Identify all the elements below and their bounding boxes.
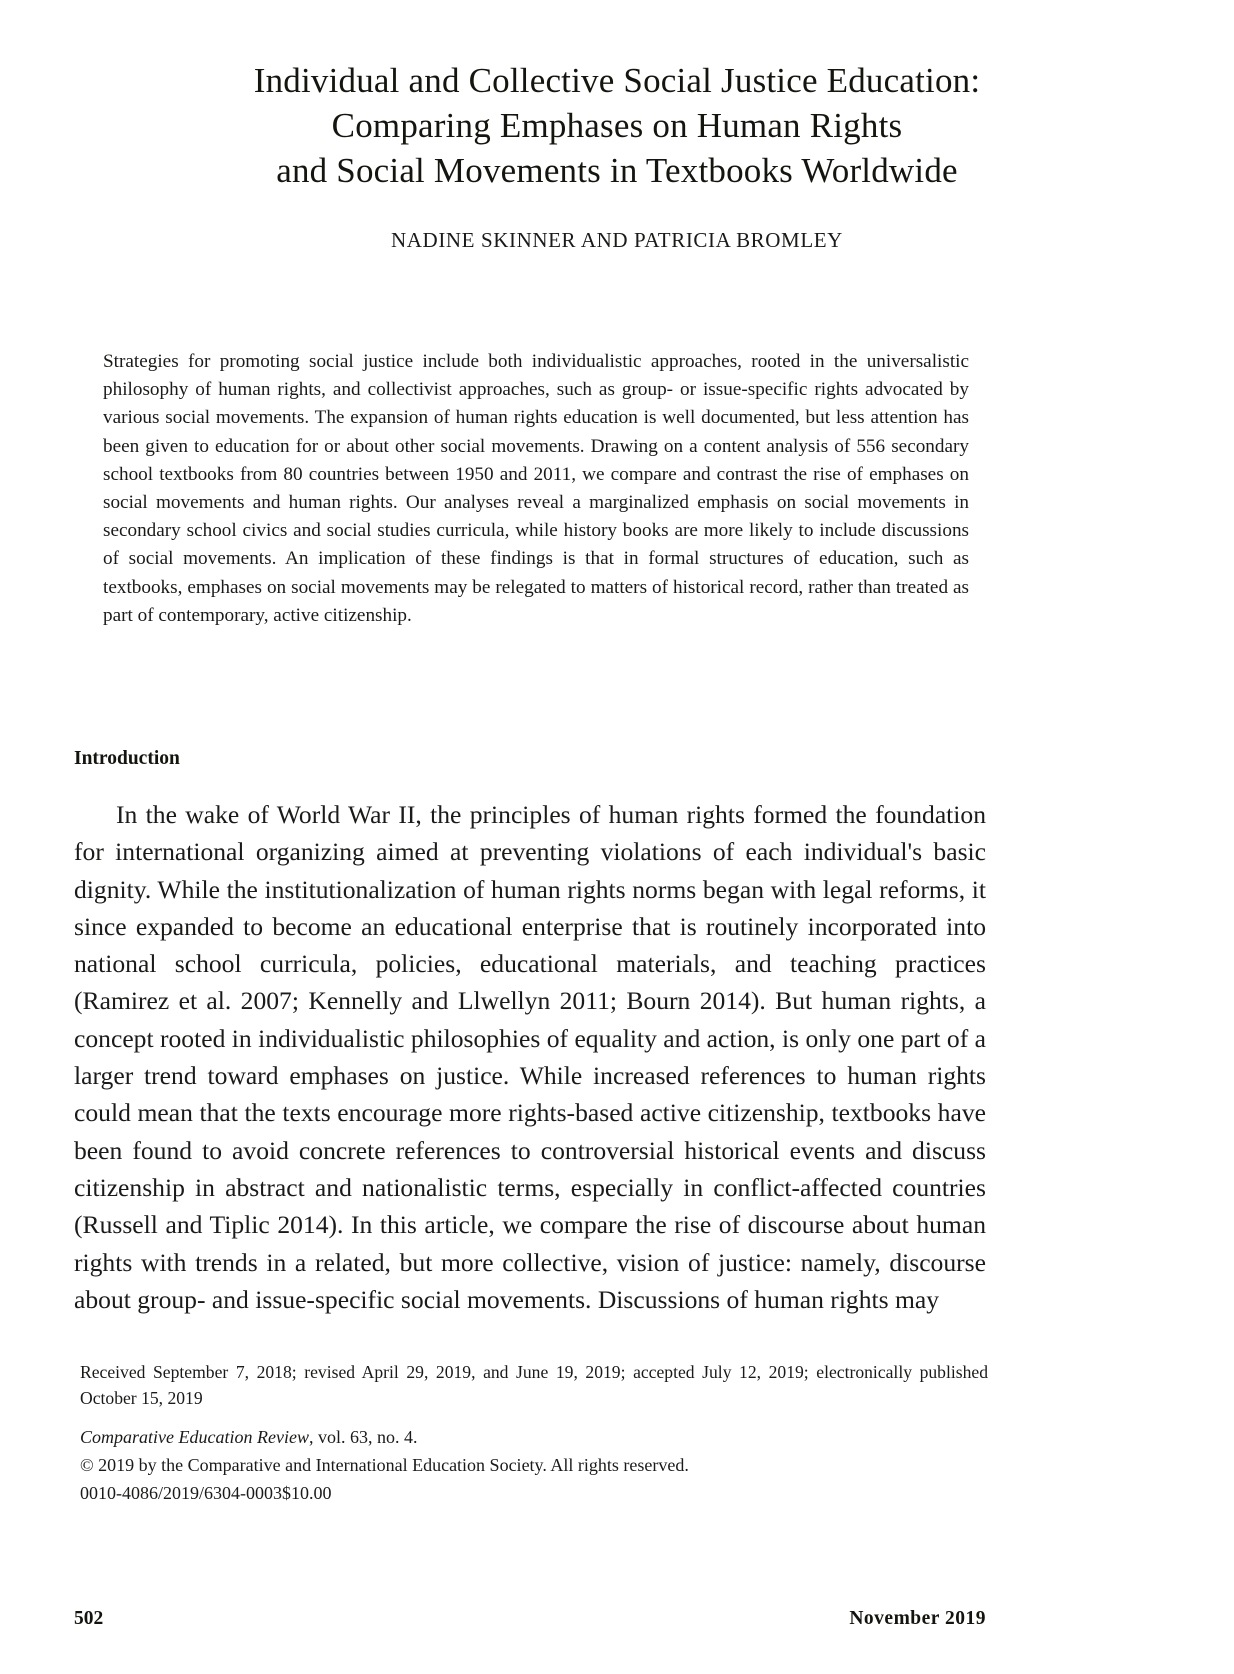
issue-date: November 2019 [849,1608,986,1629]
page-footer [74,1608,986,1630]
title-line-2: Comparing Emphases on Human Rights [331,106,903,145]
title-line-3: and Social Movements in Textbooks Worldwide [276,151,958,190]
footnote-copyright: © 2019 by the Comparative and International Education Society. All rights reserved. [80,1455,689,1475]
journal-title: Comparative Education Review [80,1427,309,1447]
page-number: 502 [74,1608,104,1629]
footnote-received-dates: Received September 7, 2018; revised April 29, 2019, and June 19, 2019; accepted July 12, 2019; electronically published October 15, 2019 [80,1362,988,1408]
article-title [0,58,1234,193]
section-heading-introduction: Introduction [74,748,180,769]
journal-issue: , vol. 63, no. 4. [308,1427,418,1447]
body-paragraph: In the wake of World War II, the principles of human rights formed the foundation for international organizing aimed at preventing violations of each individual's basic dignity. While the institutionalization of human rights norms began with legal reforms, it since expanded to become an educational enterprise that is routinely incorporated into national school curricula, policies, educational materials, and teaching practices (Ramirez et al. 2007; Kennelly and Llwellyn 2011; Bourn 2014). But human rights, a concept rooted in individualistic philosophies of equality and action, is only one part of a larger trend toward emphases on justice. While increased references to human rights could mean that the texts encourage more rights-based active citizenship, textbooks have been found to avoid concrete references to controversial historical events and discuss citizenship in abstract and nationalistic terms, especially in conflict-affected countries (Russell and Tiplic 2014). In this article, we compare the rise of discourse about human rights with trends in a related, but more collective, vision of justice: namely, discourse about group- and issue-specific social movements. Discussions of human rights may [74,800,986,1314]
author-byline: NADINE SKINNER AND PATRICIA BROMLEY [391,228,843,252]
abstract-text: Strategies for promoting social justice include both individualistic approaches, rooted in the universalistic philosophy of human rights, and collectivist approaches, such as group- or issue-specific rights advocated by various social movements. The expansion of human rights education is well documented, but less attention has been given to education for or about other social movements. Drawing on a content analysis of 556 secondary school textbooks from 80 countries between 1950 and 2011, we compare and contrast the rise of emphases on social movements and human rights. Our analyses reveal a marginalized emphasis on social movements in secondary school civics and social studies curricula, while history books are more likely to include discussions of social movements. An implication of these findings is that in formal structures of education, such as textbooks, emphases on social movements may be relegated to matters of historical record, rather than treated as part of contemporary, active citizenship. [103,351,969,626]
footnote-block [80,1348,988,1506]
title-line-1: Individual and Collective Social Justice Education: [253,61,981,100]
footnote-journal-citation [80,1424,988,1450]
footnote-issn-code: 0010-4086/2019/6304-0003$10.00 [80,1483,332,1503]
